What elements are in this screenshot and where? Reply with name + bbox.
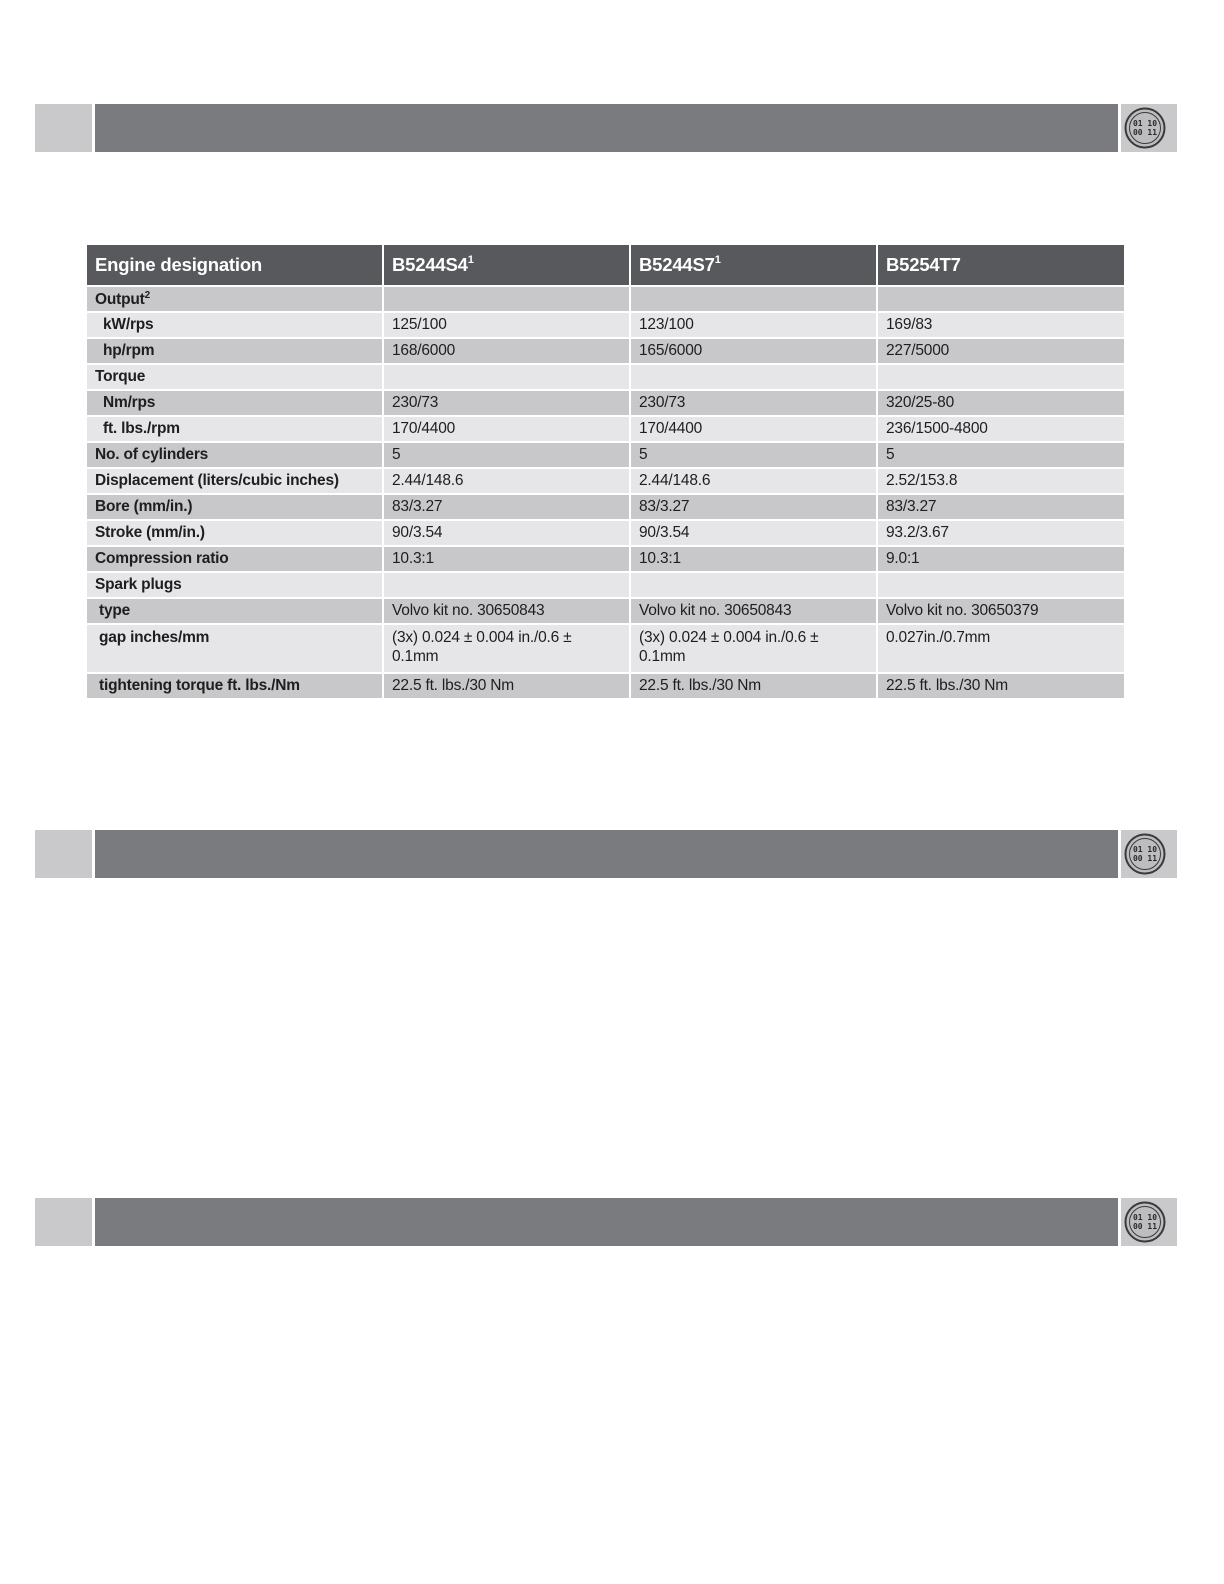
engine-spec-table [87,245,1124,700]
cell: 10.3:1 [383,546,630,572]
cell: 230/73 [383,390,630,416]
clock-icon [1124,833,1166,875]
cell [383,572,630,598]
row-label: kW/rps [87,312,383,338]
cell: 0.027in./0.7mm [877,624,1124,673]
cell: 169/83 [877,312,1124,338]
section-title-bar [95,830,1118,878]
row-label: Displacement (liters/cubic inches) [87,468,383,494]
table-row [87,364,1124,390]
cell: 5 [877,442,1124,468]
table-row [87,546,1124,572]
table-row [87,624,1124,673]
cell [877,364,1124,390]
table-row [87,338,1124,364]
cell: 236/1500-4800 [877,416,1124,442]
cell: 230/73 [630,390,877,416]
table-row [87,572,1124,598]
cell: 83/3.27 [383,494,630,520]
row-label: Stroke (mm/in.) [87,520,383,546]
cell: Volvo kit no. 30650843 [383,598,630,624]
cell: 90/3.54 [630,520,877,546]
table-row [87,494,1124,520]
svg-text:00 11: 00 11 [1132,854,1158,863]
header-column: $B5244S4^1$ [383,245,630,286]
cell: 5 [383,442,630,468]
cell: 170/4400 [630,416,877,442]
table-row [87,468,1124,494]
cell [383,364,630,390]
header-column: $B5244S7^1$ [630,245,877,286]
cell [630,286,877,312]
row-label: Bore (mm/in.) [87,494,383,520]
cell [383,286,630,312]
cell: 165/6000 [630,338,877,364]
row-label: gap inches/mm [87,624,383,673]
cell: 93.2/3.67 [877,520,1124,546]
svg-text:01 10: 01 10 [1132,845,1158,854]
cell: 227/5000 [877,338,1124,364]
table-row [87,390,1124,416]
section-tab-left [35,830,92,878]
cell: 125/100 [383,312,630,338]
row-label: type [87,598,383,624]
section-title-bar [95,1198,1118,1246]
row-label: Output$^2$ [87,286,383,312]
section-header-bar-1 [35,104,1177,152]
table-row [87,598,1124,624]
table-header-row [87,245,1124,286]
row-label: hp/rpm [87,338,383,364]
row-label: No. of cylinders [87,442,383,468]
header-column: B5254T7 [877,245,1124,286]
cell: 123/100 [630,312,877,338]
row-label: Compression ratio [87,546,383,572]
cell: 2.44/148.6 [383,468,630,494]
row-label: Spark plugs [87,572,383,598]
svg-text:00 11: 00 11 [1132,1222,1158,1231]
cell: (3x) 0.024 ± 0.004 in./0.6 ± 0.1mm [383,624,630,673]
cell: 9.0:1 [877,546,1124,572]
section-title-bar [95,104,1118,152]
cell: 320/25-80 [877,390,1124,416]
table-row [87,312,1124,338]
cell [630,572,877,598]
cell: 10.3:1 [630,546,877,572]
clock-icon [1124,1201,1166,1243]
table-row [87,442,1124,468]
section-tab-left [35,1198,92,1246]
table-row [87,520,1124,546]
cell: 83/3.27 [877,494,1124,520]
cell: 22.5 ft. lbs./30 Nm [630,673,877,699]
cell [630,364,877,390]
cell: 5 [630,442,877,468]
cell: 170/4400 [383,416,630,442]
section-header-bar-2 [35,830,1177,878]
table-row [87,673,1124,699]
cell [877,286,1124,312]
cell: 168/6000 [383,338,630,364]
row-label: tightening torque ft. lbs./Nm [87,673,383,699]
row-label: Torque [87,364,383,390]
header-engine-designation: Engine designation [87,245,383,286]
cell: (3x) 0.024 ± 0.004 in./0.6 ± 0.1mm [630,624,877,673]
row-label: Nm/rps [87,390,383,416]
section-header-bar-3 [35,1198,1177,1246]
section-tab-left [35,104,92,152]
cell: 22.5 ft. lbs./30 Nm [383,673,630,699]
svg-text:01 10: 01 10 [1132,119,1158,128]
cell: 2.44/148.6 [630,468,877,494]
cell: Volvo kit no. 30650843 [630,598,877,624]
cell: 22.5 ft. lbs./30 Nm [877,673,1124,699]
svg-text:01 10: 01 10 [1132,1213,1158,1222]
clock-icon [1124,107,1166,149]
cell: 90/3.54 [383,520,630,546]
cell: 2.52/153.8 [877,468,1124,494]
table-row [87,416,1124,442]
cell [877,572,1124,598]
cell: 83/3.27 [630,494,877,520]
table-row [87,286,1124,312]
row-label: ft. lbs./rpm [87,416,383,442]
svg-text:00 11: 00 11 [1132,128,1158,137]
cell: Volvo kit no. 30650379 [877,598,1124,624]
